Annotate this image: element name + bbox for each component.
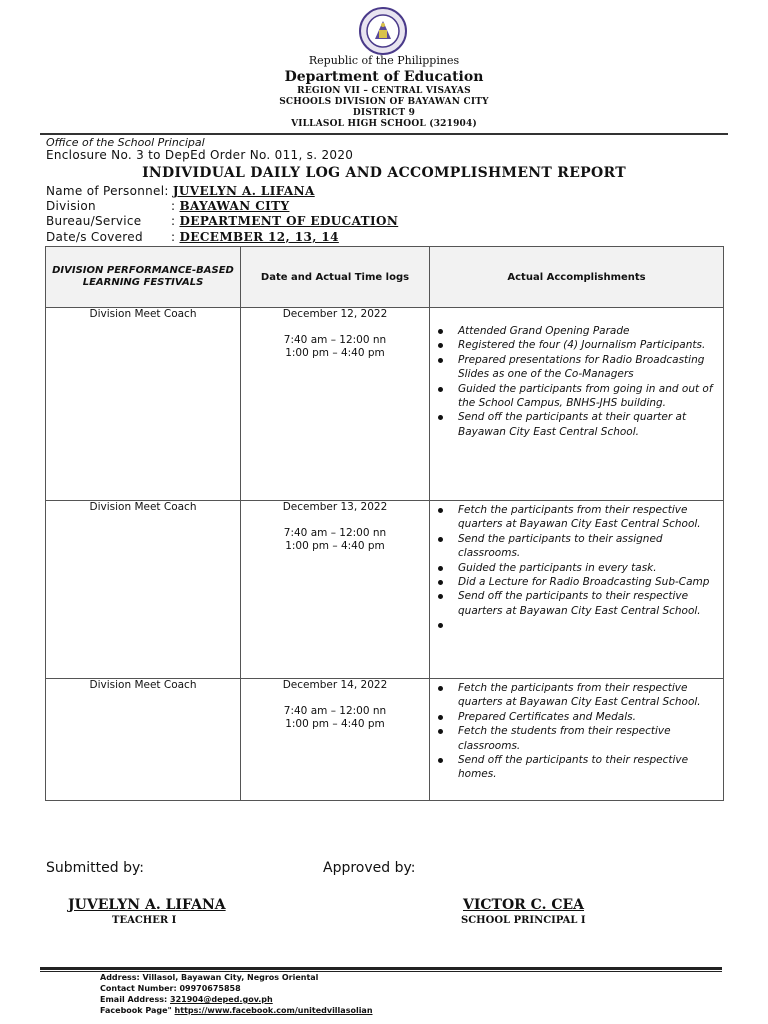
- event-cell: Division Meet Coach: [46, 501, 241, 679]
- log-time-am: 7:40 am – 12:00 nn: [283, 333, 387, 346]
- republic-line: Republic of the Philippines: [308, 54, 460, 67]
- list-item: Prepared Certificates and Medals.: [458, 710, 717, 724]
- table-row: [46, 308, 724, 501]
- log-date: December 14, 2022: [282, 679, 388, 691]
- list-item: Fetch the participants from their respective quarters at Bayawan City East Central School.: [458, 503, 717, 532]
- list-item: Registered the four (4) Journalism Participants.: [458, 338, 717, 352]
- header-accomplishments: Actual Accomplishments: [430, 247, 724, 308]
- division-row: Division : BAYAWAN CITY: [46, 199, 290, 213]
- office-label: Office of the School Principal: [46, 136, 205, 149]
- list-item: Send the participants to their assigned classrooms.: [458, 532, 717, 561]
- approved-by-label: Approved by:: [323, 860, 416, 876]
- division-value: BAYAWAN CITY: [179, 199, 290, 213]
- table-header-row: [46, 247, 724, 308]
- approver-position: SCHOOL PRINCIPAL I: [461, 915, 586, 926]
- region-line: REGION VII – CENTRAL VISAYAS: [297, 86, 471, 96]
- log-time-pm: 1:00 pm – 4:40 pm: [285, 347, 385, 360]
- bureau-value: DEPARTMENT OF EDUCATION: [179, 214, 399, 228]
- footer-contact: Contact Number: 09970675858: [100, 984, 241, 993]
- log-time-am: 7:40 am – 12:00 nn: [283, 526, 387, 539]
- dates-label: Date/s Covered: [46, 230, 143, 244]
- submitter-position: TEACHER I: [112, 915, 177, 926]
- personnel-name-label: Name of Personnel:: [46, 184, 169, 198]
- time-log-cell: [241, 679, 430, 801]
- bureau-label: Bureau/Service: [46, 214, 142, 228]
- footer-facebook-row: [100, 1006, 373, 1015]
- personnel-name-value: JUVELYN A. LIFANA: [172, 184, 315, 198]
- dates-value: DECEMBER 12, 13, 14: [179, 230, 339, 244]
- list-item: Prepared presentations for Radio Broadcasting Slides as one of the Co-Managers: [458, 353, 717, 382]
- event-cell: Division Meet Coach: [46, 308, 241, 501]
- header-time-logs: Date and Actual Time logs: [241, 247, 430, 308]
- list-item: Send off the participants at their quarter at Bayawan City East Central School.: [458, 410, 717, 439]
- school-line: VILLASOL HIGH SCHOOL (321904): [291, 119, 477, 129]
- dates-row: Date/s Covered : DECEMBER 12, 13, 14: [46, 230, 339, 244]
- accomplishments-cell: [430, 308, 724, 501]
- district-line: DISTRICT 9: [352, 108, 416, 118]
- report-title: INDIVIDUAL DAILY LOG AND ACCOMPLISHMENT REPORT: [142, 165, 626, 181]
- division-line: SCHOOLS DIVISION OF BAYAWAN CITY: [279, 97, 489, 107]
- time-log-cell: [241, 501, 430, 679]
- list-item: Send off the participants to their respective homes.: [458, 753, 717, 782]
- list-item: Send off the participants to their respective quarters at Bayawan City East Central School.: [458, 589, 717, 618]
- header-divider: [40, 133, 728, 135]
- footer-address: Address: Villasol, Bayawan City, Negros Oriental: [100, 973, 319, 982]
- time-log-cell: [241, 308, 430, 501]
- enclosure-line: Enclosure No. 3 to DepEd Order No. 011, s. 2020: [46, 148, 354, 162]
- event-cell: Division Meet Coach: [46, 679, 241, 801]
- log-time-pm: 1:00 pm – 4:40 pm: [285, 718, 385, 731]
- log-date: December 12, 2022: [282, 308, 388, 320]
- list-item: Did a Lecture for Radio Broadcasting Sub-Camp: [458, 575, 717, 589]
- footer-divider-thin: [40, 971, 722, 972]
- accomplishments-cell: [430, 501, 724, 679]
- personnel-name-row: [46, 184, 315, 198]
- footer-divider: [40, 967, 722, 970]
- footer-email-link[interactable]: 321904@deped.gov.ph: [170, 995, 273, 1004]
- submitted-by-label: Submitted by:: [46, 860, 144, 876]
- list-item: Fetch the students from their respective classrooms.: [458, 724, 717, 753]
- table-row: [46, 501, 724, 679]
- division-label: Division: [46, 199, 96, 213]
- accomplishments-cell: [430, 679, 724, 801]
- footer-email-label: Email Address:: [100, 995, 170, 1004]
- submitter-name: JUVELYN A. LIFANA: [68, 897, 226, 913]
- department-line: Department of Education: [284, 69, 484, 85]
- footer-facebook-label: Facebook Page": [100, 1006, 175, 1015]
- list-item: Guided the participants in every task.: [458, 561, 717, 575]
- log-table: [45, 246, 724, 801]
- list-item: Guided the participants from going in and out of the School Campus, BNHS-JHS building.: [458, 382, 717, 411]
- list-item: Fetch the participants from their respective quarters at Bayawan City East Central School.: [458, 681, 717, 710]
- log-time-pm: 1:00 pm – 4:40 pm: [285, 540, 385, 553]
- list-item: [458, 618, 717, 632]
- bureau-row: Bureau/Service : DEPARTMENT OF EDUCATION: [46, 214, 399, 228]
- deped-seal-icon: [353, 6, 413, 56]
- log-date: December 13, 2022: [282, 501, 388, 513]
- list-item: Attended Grand Opening Parade: [458, 324, 717, 338]
- approver-name: VICTOR C. CEA: [463, 897, 584, 913]
- footer-facebook-link[interactable]: https://www.facebook.com/unitedvillasolian: [174, 1006, 373, 1015]
- header-event: DIVISION PERFORMANCE-BASED LEARNING FESTIVALS: [46, 247, 241, 308]
- table-row: [46, 679, 724, 801]
- log-time-am: 7:40 am – 12:00 nn: [283, 704, 387, 717]
- footer-email-row: [100, 995, 273, 1004]
